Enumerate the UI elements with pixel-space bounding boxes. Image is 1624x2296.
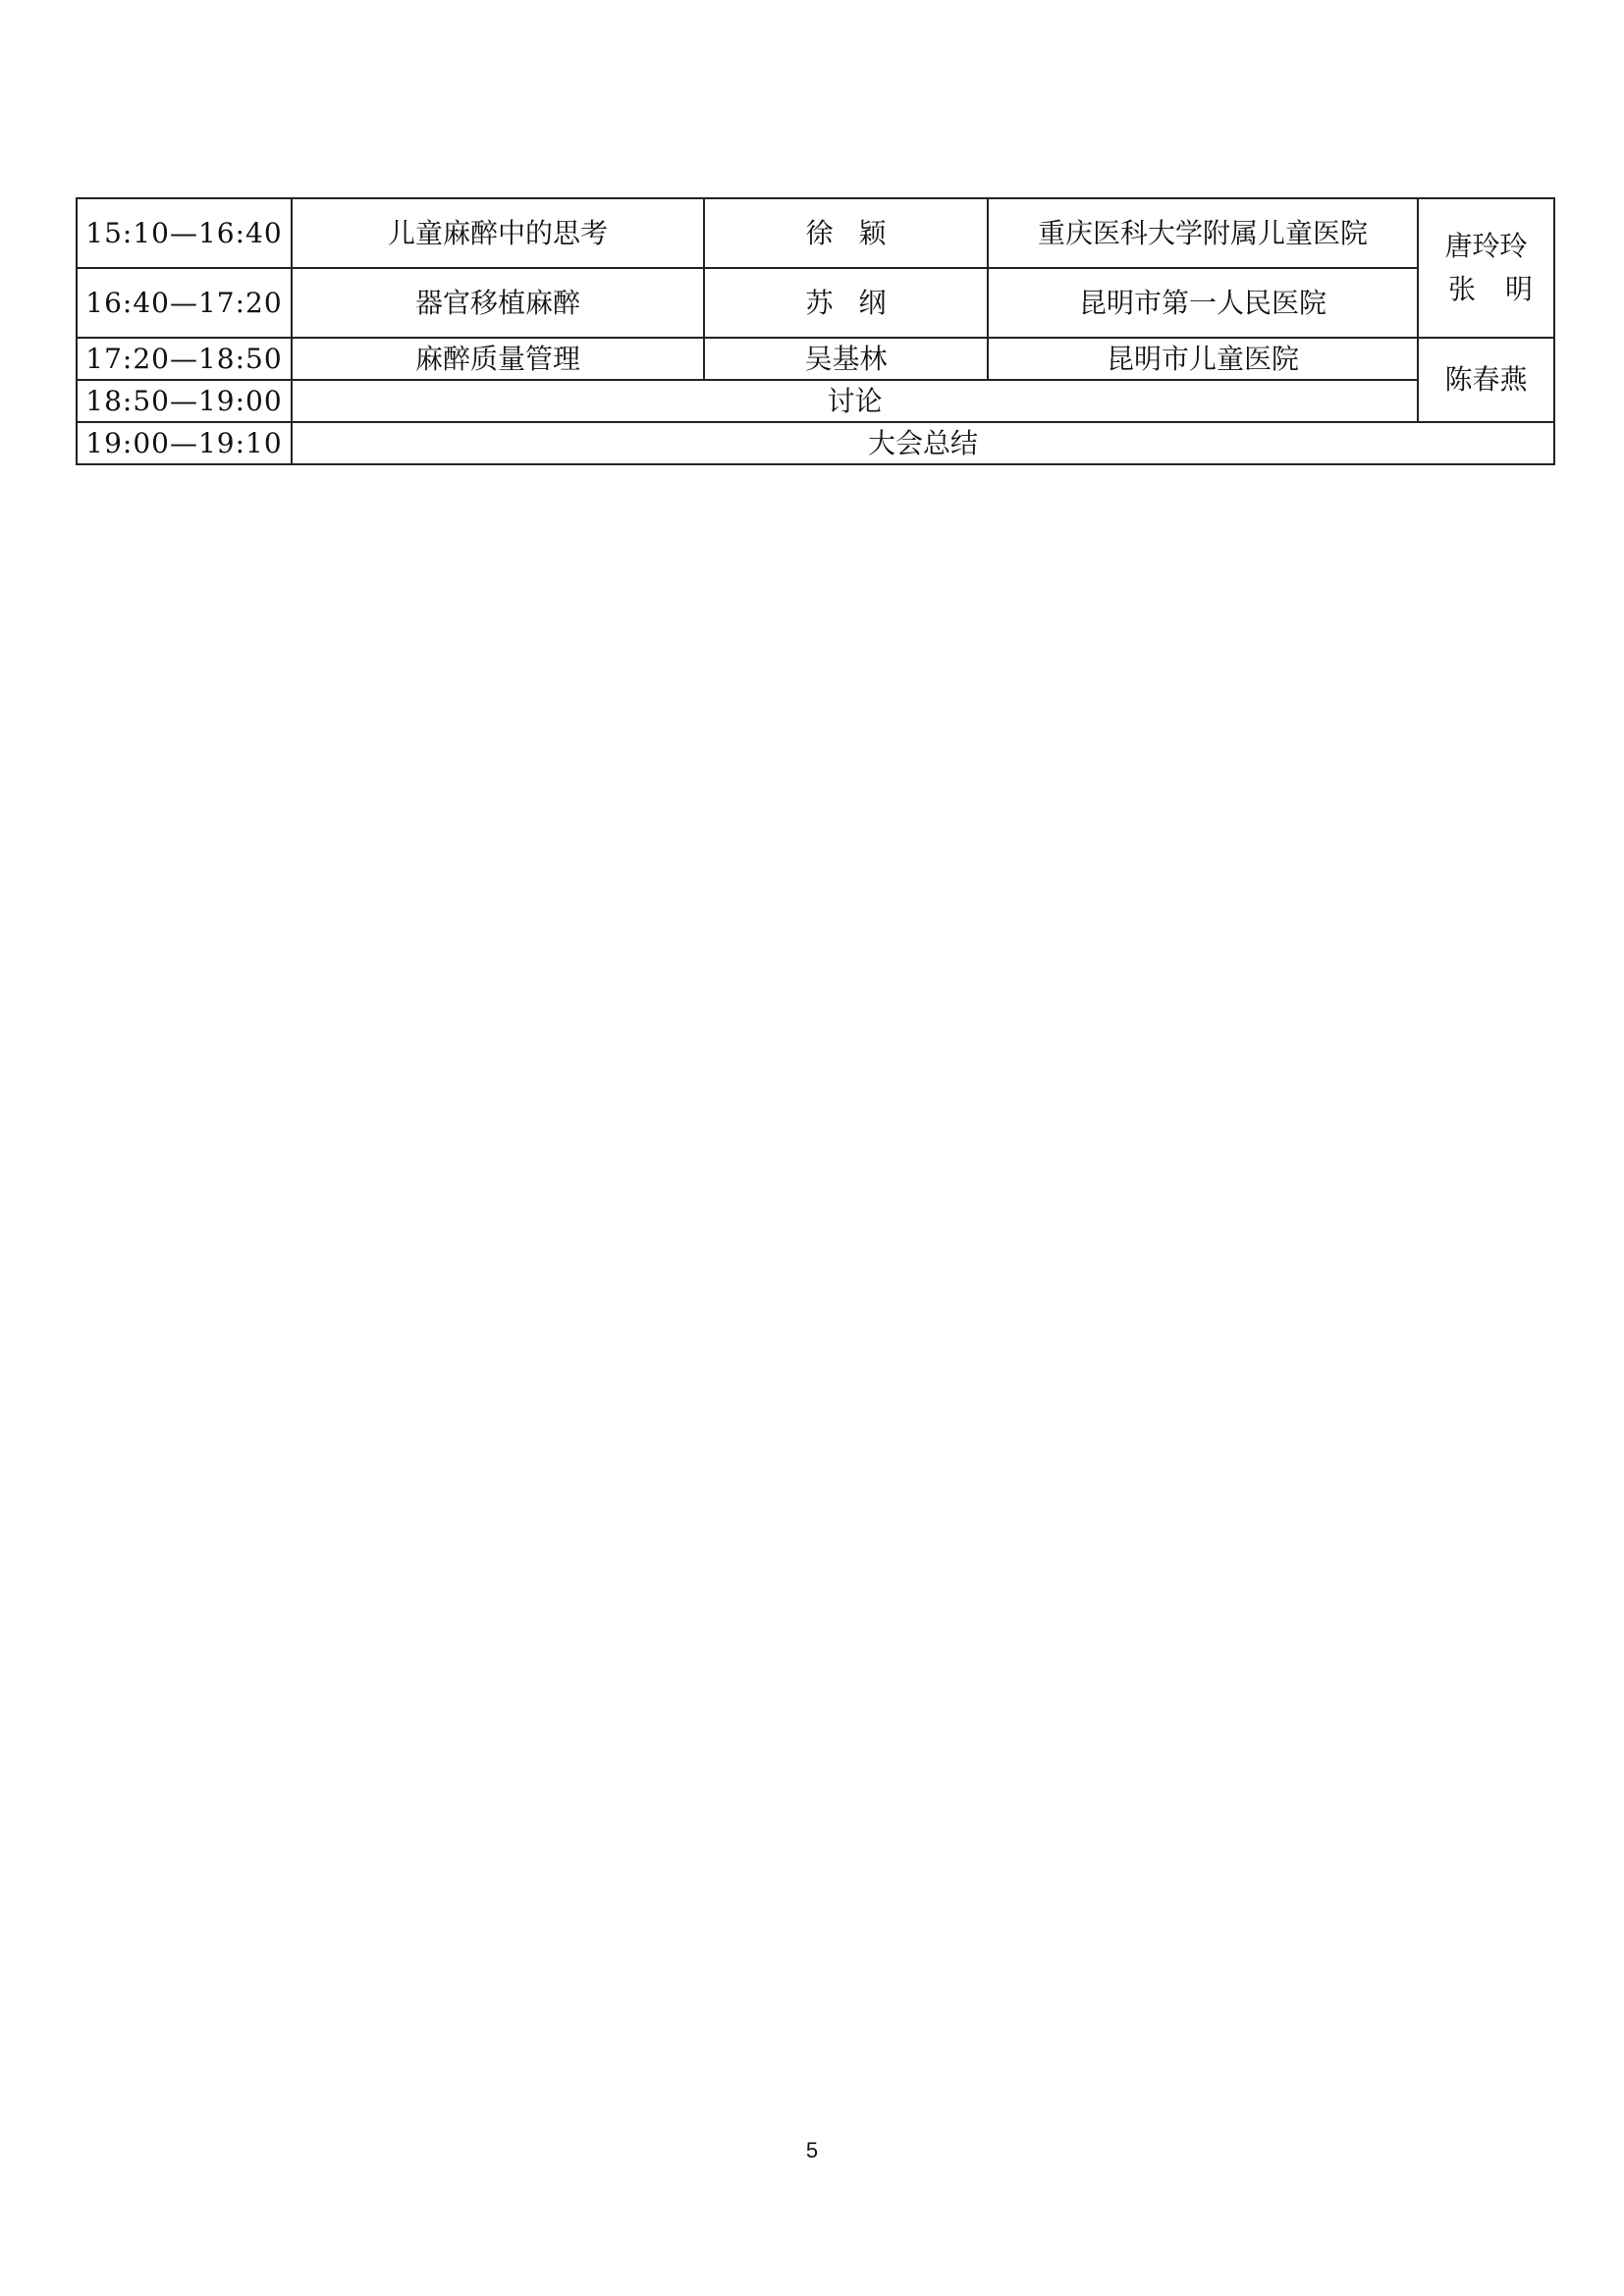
affiliation-cell: 昆明市第一人民医院: [988, 268, 1418, 338]
table-row: [77, 338, 1554, 380]
table-row: [77, 268, 1554, 338]
time-cell: 18:50—19:00: [77, 380, 292, 422]
host-name: 唐玲玲: [1444, 230, 1528, 262]
speaker-cell: 徐颖: [704, 198, 988, 268]
topic-cell: 儿童麻醉中的思考: [292, 198, 704, 268]
summary-cell: 大会总结: [292, 422, 1554, 464]
table-row: [77, 422, 1554, 464]
host-name: 陈春燕: [1444, 363, 1528, 396]
host-name: 张明: [1448, 273, 1563, 305]
schedule-table: [76, 197, 1563, 465]
page-number: 5: [805, 2138, 819, 2163]
table-row: [77, 380, 1554, 422]
speaker-cell: 吴基林: [704, 338, 988, 380]
table-row: [77, 198, 1554, 268]
host-cell: [1418, 338, 1554, 422]
affiliation-cell: 昆明市儿童医院: [988, 338, 1418, 380]
host-cell: [1418, 198, 1563, 338]
discussion-cell: 讨论: [292, 380, 1418, 422]
topic-cell: 麻醉质量管理: [292, 338, 704, 380]
time-cell: 17:20—18:50: [77, 338, 292, 380]
affiliation-cell: 重庆医科大学附属儿童医院: [988, 198, 1418, 268]
topic-cell: 器官移植麻醉: [292, 268, 704, 338]
speaker-cell: 苏纲: [704, 268, 988, 338]
time-cell: 19:00—19:10: [77, 422, 292, 464]
time-cell: 16:40—17:20: [77, 268, 292, 338]
time-cell: 15:10—16:40: [77, 198, 292, 268]
